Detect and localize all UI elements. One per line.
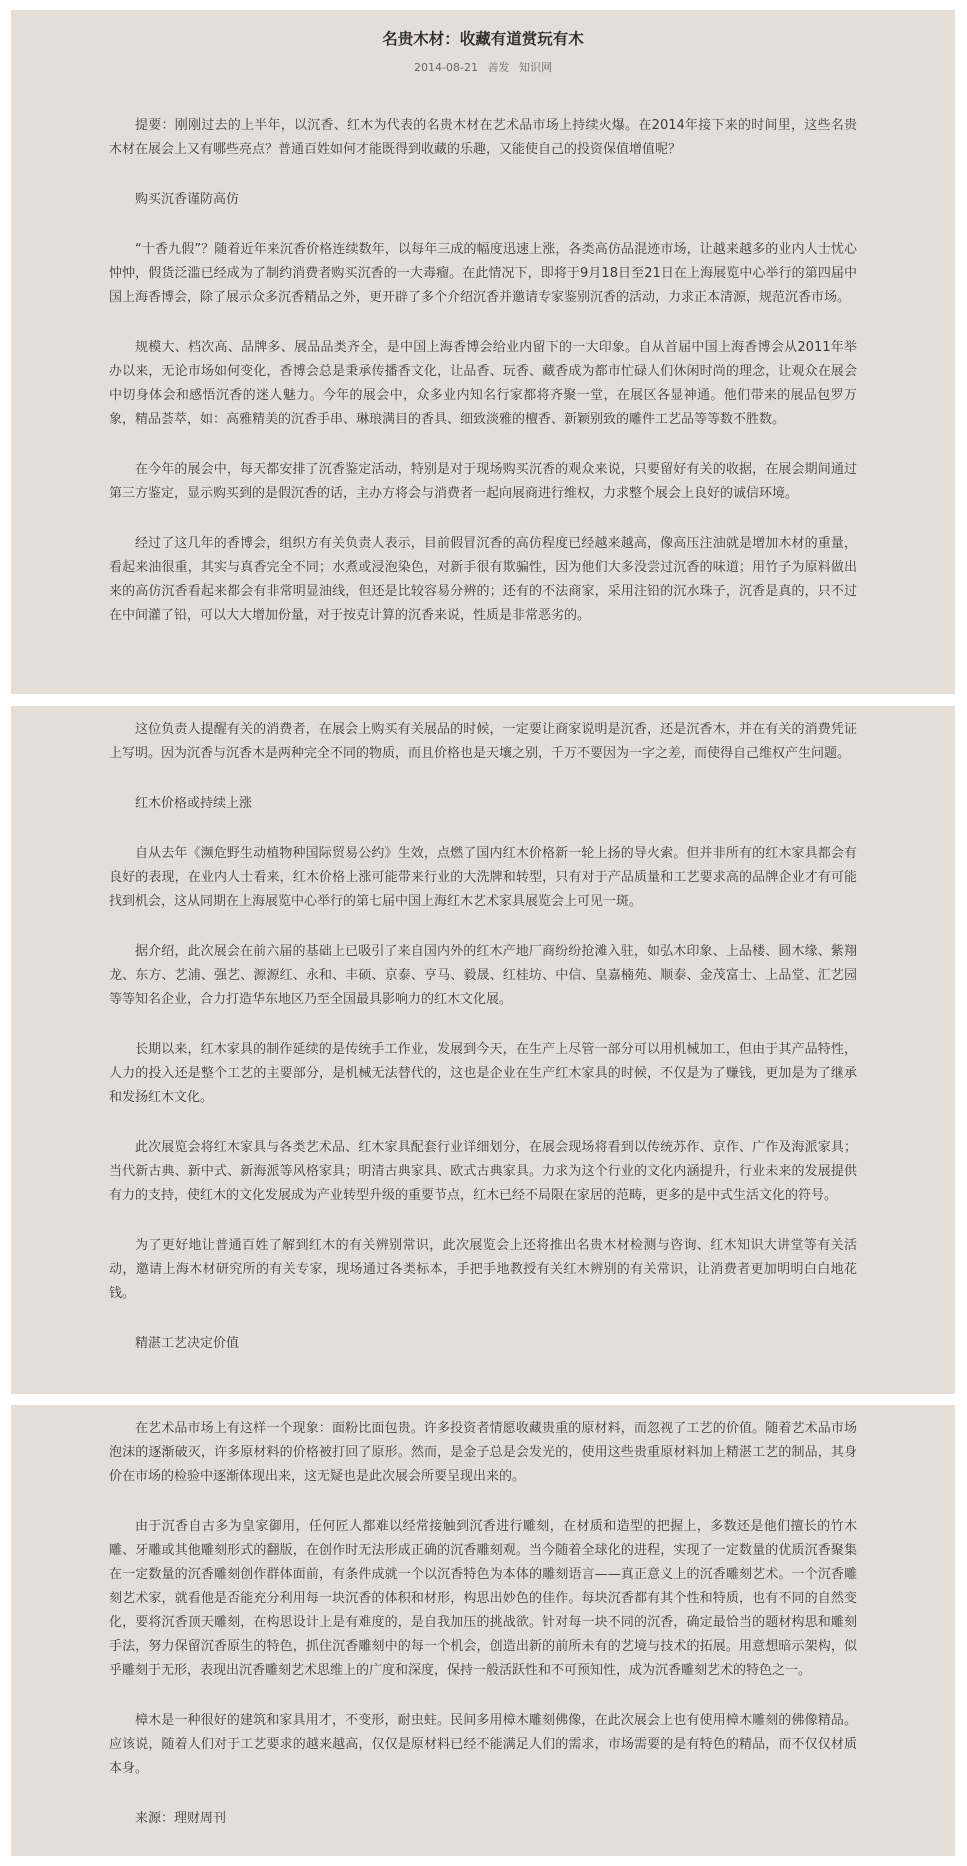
article-author: 善发 xyxy=(487,61,510,74)
body-paragraph: 规模大、档次高、品牌多、展品品类齐全，是中国上海香博会给业内留下的一大印象。自从首届中国上海香博会从2011年举办以来，无论市场如何变化，香博会总是秉承传播香文化，让品香、玩香、藏香成为都市忙碌人们休闲时尚的理念，让观众在展会中切身体会和感悟沉香的迷人魅力。今年的展会中，众多业内知名行家都将齐聚一堂，在展区各显神通。他们带来的展品包罗万象，精品荟萃，如：高雅精美的沉香手串、琳琅满目的香具、细致淡雅的檀香、新颖别致的雕件工艺品等等数不胜数。 xyxy=(109,340,857,427)
body-paragraph: 此次展览会将红木家具与各类艺术品、红木家具配套行业详细划分，在展会现场将看到以传统苏作、京作、广作及海派家具；当代新古典、新中式、新海派等风格家具；明清古典家具、欧式古典家具。力求为这个行业的文化内涵提升，行业未来的发展提供有力的支持，使红木的文化发展成为产业转型升级的重要节点，红木已经不局限在家居的范畴，更多的是中式生活文化的符号。 xyxy=(109,1140,857,1203)
body-paragraph: “十香九假”？随着近年来沉香价格连续数年，以每年三成的幅度迅速上涨，各类高仿品混迹市场，让越来越多的业内人士忧心忡忡，假货泛滥已经成为了制约消费者购买沉香的一大毒瘤。在此情况下，即将于9月18日至21日在上海展览中心举行的第四届中国上海香博会，除了展示众多沉香精品之外，更开辟了多个介绍沉香并邀请专家鉴别沉香的活动，力求正本清源，规范沉香市场。 xyxy=(109,242,857,305)
section-heading-agarwood: 购买沉香谨防高仿 xyxy=(135,192,240,207)
body-paragraph: 自从去年《濒危野生动植物种国际贸易公约》生效，点燃了国内红木价格新一轮上扬的导火索。但并非所有的红木家具都会有良好的表现，在业内人士看来，红木价格上涨可能带来行业的大洗牌和转型，只有对于产品质量和工艺要求高的品牌企业才有可能找到机会，这从同期在上海展览中心举行的第七届中国上海红木艺术家具展览会上可见一斑。 xyxy=(109,846,857,909)
article-meta xyxy=(109,60,857,76)
source-line: 来源：理财周刊 xyxy=(135,1811,227,1826)
summary-paragraph: 提要：刚刚过去的上半年，以沉香、红木为代表的名贵木材在艺术品市场上持续火爆。在2014年接下来的时间里，这些名贵木材在展会上又有哪些亮点？普通百姓如何才能既得到收藏的乐趣，又能使自己的投资保值增值呢？ xyxy=(109,118,857,157)
article-panel-1 xyxy=(11,10,955,694)
body-paragraph: 为了更好地让普通百姓了解到红木的有关辨别常识，此次展览会上还将推出名贵木材检测与咨询、红木知识大讲堂等有关活动，邀请上海木材研究所的有关专家，现场通过各类标本，手把手地教授有关红木辨别的有关常识，让消费者更加明明白白地花钱。 xyxy=(109,1238,857,1301)
article-panel-3 xyxy=(11,1405,955,1856)
article-title: 名贵木材：收藏有道赏玩有木 xyxy=(382,30,584,48)
body-paragraph: 长期以来，红木家具的制作延续的是传统手工作业，发展到今天，在生产上尽管一部分可以用机械加工，但由于其产品特性，人力的投入还是整个工艺的主要部分，是机械无法替代的，这也是企业在生产红木家具的时候，不仅是为了赚钱，更加是为了继承和发扬红木文化。 xyxy=(109,1042,857,1105)
section-heading-rosewood: 红木价格或持续上涨 xyxy=(135,796,253,811)
section-heading-craft: 精湛工艺决定价值 xyxy=(135,1336,240,1351)
body-paragraph: 这位负责人提醒有关的消费者，在展会上购买有关展品的时候，一定要让商家说明是沉香，还是沉香木，并在有关的消费凭证上写明。因为沉香与沉香木是两种完全不同的物质，而且价格也是天壤之别，千万不要因为一字之差，而使得自己维权产生问题。 xyxy=(109,722,857,761)
article-panel-2 xyxy=(11,706,955,1394)
article-date: 2014-08-21 xyxy=(414,61,478,74)
body-paragraph: 樟木是一种很好的建筑和家具用才，不变形，耐虫蛀。民间多用樟木雕刻佛像，在此次展会上也有使用樟木雕刻的佛像精品。应该说，随着人们对于工艺要求的越来越高，仅仅是原材料已经不能满足人们的需求，市场需要的是有特色的精品，而不仅仅材质本身。 xyxy=(109,1713,857,1776)
body-paragraph: 在艺术品市场上有这样一个现象：面粉比面包贵。许多投资者情愿收藏贵重的原材料，而忽视了工艺的价值。随着艺术品市场泡沫的逐渐破灭，许多原材料的价格被打回了原形。然而，是金子总是会发光的，使用这些贵重原材料加上精湛工艺的制品，其身价在市场的检验中逐渐体现出来，这无疑也是此次展会所要呈现出来的。 xyxy=(109,1421,857,1484)
body-paragraph: 在今年的展会中，每天都安排了沉香鉴定活动，特别是对于现场购买沉香的观众来说，只要留好有关的收据，在展会期间通过第三方鉴定，显示购买到的是假沉香的话，主办方将会与消费者一起向展商进行维权，力求整个展会上良好的诚信环境。 xyxy=(109,462,857,501)
article-site: 知识网 xyxy=(518,61,552,74)
body-paragraph: 由于沉香自古多为皇家御用，任何匠人都难以经常接触到沉香进行雕刻，在材质和造型的把握上，多数还是他们擅长的竹木雕、牙雕或其他雕刻形式的翻版，在创作时无法形成正确的沉香雕刻观。当今随着全球化的进程，实现了一定数量的优质沉香聚集在一定数量的沉香雕刻创作群体面前，有条件成就一个以沉香特色为本体的雕刻语言——真正意义上的沉香雕刻艺术。一个沉香雕刻艺术家，就看他是否能充分利用每一块沉香的体积和材形，构思出妙色的佳作。每块沉香都有其个性和特质，也有不同的自然变化，要将沉香顶天雕刻，在构思设计上是有难度的，是自我加压的挑战欲。针对每一块不同的沉香，确定最恰当的题材构思和雕刻手法，努力保留沉香原生的特色，抓住沉香雕刻中的每一个机会，创造出新的前所未有的艺境与技术的拓展。用意想暗示架构，似乎雕刻于无形，表现出沉香雕刻艺术思维上的广度和深度，保持一般活跃性和不可预知性，成为沉香雕刻艺术的特色之一。 xyxy=(109,1519,857,1678)
body-paragraph: 据介绍，此次展会在前六届的基础上已吸引了来自国内外的红木产地厂商纷纷抢滩入驻，如弘木印象、上品楼、圆木缘、紫翔龙、东方、艺浦、强艺、源源红、永和、丰硕、京泰、亨马、毅晟、红桂坊、中信、皇嘉楠苑、顺泰、金茂富士、上品堂、汇艺园等等知名企业，合力打造华东地区乃至全国最具影响力的红木文化展。 xyxy=(109,944,857,1007)
body-paragraph: 经过了这几年的香博会，组织方有关负责人表示，目前假冒沉香的高仿程度已经越来越高，像高压注油就是增加木材的重量，看起来油很重，其实与真香完全不同；水煮或浸泡染色，对新手很有欺骗性，因为他们大多没尝过沉香的味道；用竹子为原料做出来的高仿沉香看起来都会有非常明显油线，但还是比较容易分辨的；还有的不法商家，采用注铅的沉水珠子，沉香是真的，只不过在中间灌了铅，可以大大增加份量，对于按克计算的沉香来说，性质是非常恶劣的。 xyxy=(109,536,857,623)
